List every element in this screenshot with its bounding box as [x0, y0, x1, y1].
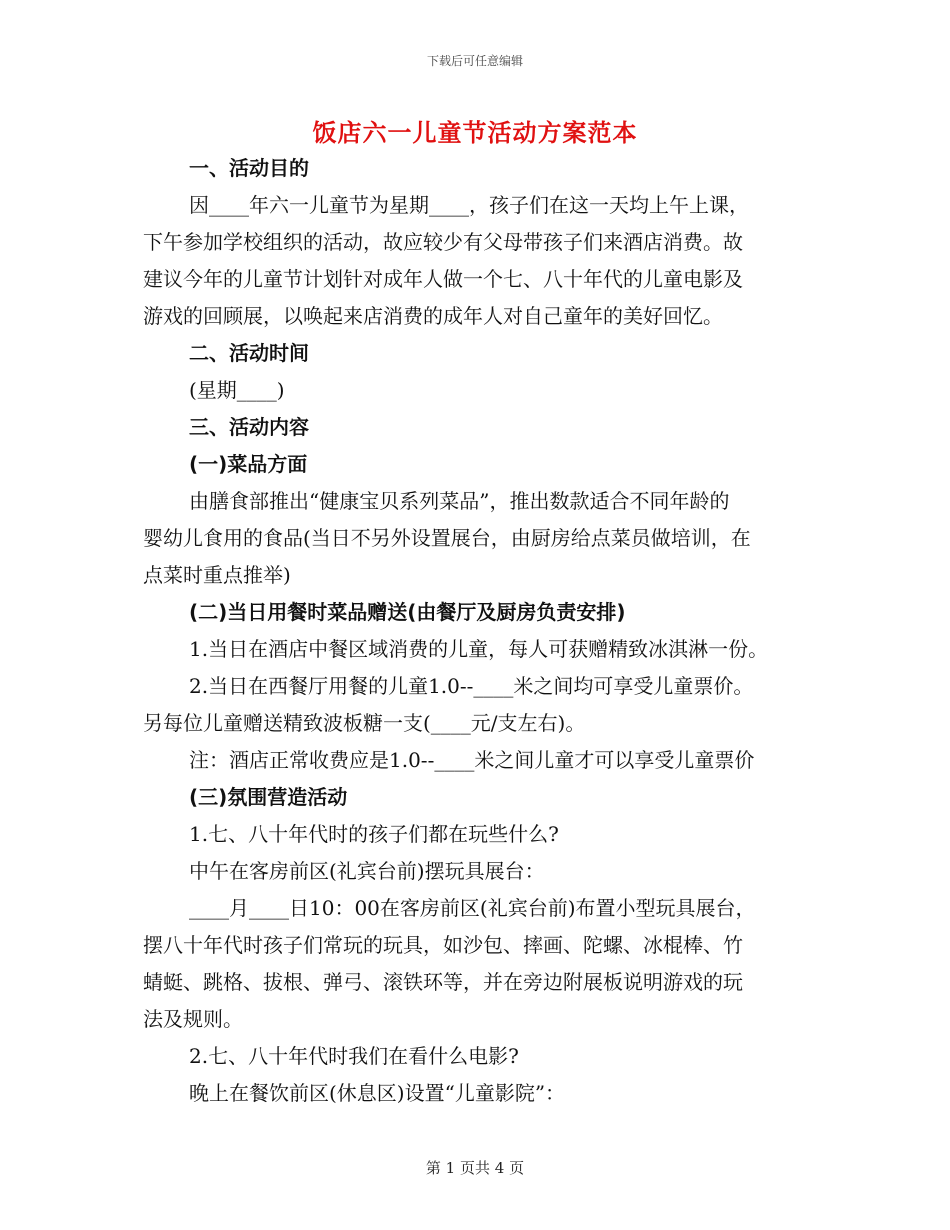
paragraph-line: 因____年六一儿童节为星期____，孩子们在这一天均上午上课，	[189, 193, 749, 217]
paragraph-line: ____月____日10：00在客房前区(礼宾台前)布置小型玩具展台，	[189, 896, 756, 920]
paragraph-line: (星期____)	[189, 378, 285, 402]
paragraph-line: 注：酒店正常收费应是1.0--____米之间儿童才可以享受儿童票价	[189, 748, 755, 772]
paragraph-line: 晚上在餐饮前区(休息区)设置“儿童影院”：	[189, 1081, 566, 1105]
paragraph-line: 2.七、八十年代时我们在看什么电影?	[189, 1044, 519, 1068]
paragraph-line: 摆八十年代时孩子们常玩的玩具，如沙包、摔画、陀螺、冰棍棒、竹	[143, 933, 743, 957]
paragraph-line: 2.当日在西餐厅用餐的儿童1.0--____米之间均可享受儿童票价。	[189, 674, 754, 698]
paragraph-line: 另每位儿童赠送精致波板糖一支(____元/支左右)。	[143, 711, 586, 735]
paragraph-line: 游戏的回顾展，以唤起来店消费的成年人对自己童年的美好回忆。	[143, 304, 723, 328]
paragraph-line: 蜻蜓、跳格、拔根、弹弓、滚铁环等，并在旁边附展板说明游戏的玩	[143, 970, 743, 994]
paragraph-line: 点菜时重点推举)	[143, 563, 291, 587]
document-body	[143, 150, 813, 1112]
paragraph-line: 建议今年的儿童节计划针对成年人做一个七、八十年代的儿童电影及	[143, 267, 743, 291]
section-heading: 一、活动目的	[189, 156, 309, 180]
section-heading: 二、活动时间	[189, 341, 309, 365]
paragraph-line: 下午参加学校组织的活动，故应较少有父母带孩子们来酒店消费。故	[143, 230, 743, 254]
paragraph-line: 婴幼儿食用的食品(当日不另外设置展台，由厨房给点菜员做培训，在	[143, 526, 751, 550]
subsection-heading: (三)氛围营造活动	[189, 785, 348, 809]
subsection-heading: (二)当日用餐时菜品赠送(由餐厅及厨房负责安排)	[189, 600, 626, 624]
paragraph-line: 法及规则。	[143, 1007, 243, 1031]
section-heading: 三、活动内容	[189, 415, 309, 439]
document-title: 饭店六一儿童节活动方案范本	[312, 118, 638, 147]
paragraph-line: 1.当日在酒店中餐区域消费的儿童，每人可获赠精致冰淇淋一份。	[189, 637, 769, 661]
page-footer: 第 1 页共 4 页	[425, 1159, 525, 1177]
paragraph-line: 由膳食部推出“健康宝贝系列菜品”，推出数款适合不同年龄的	[189, 489, 730, 513]
paragraph-line: 1.七、八十年代时的孩子们都在玩些什么?	[189, 822, 559, 846]
header-note: 下载后可任意编辑	[426, 54, 523, 68]
subsection-heading: (一)菜品方面	[189, 452, 308, 476]
paragraph-line: 中午在客房前区(礼宾台前)摆玩具展台：	[189, 859, 545, 883]
